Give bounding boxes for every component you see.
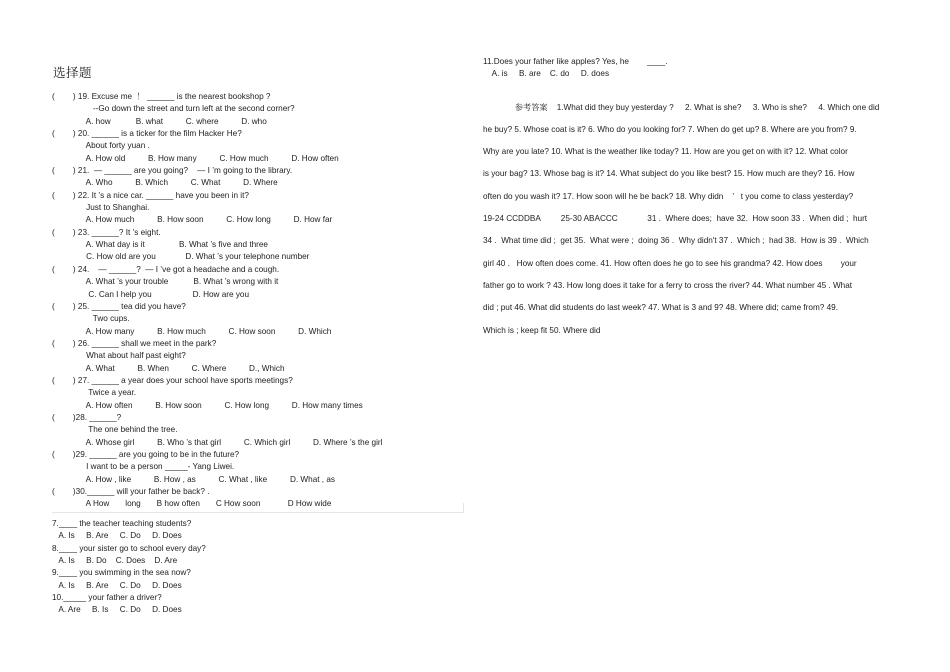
question-line: A How long B how often C How soon D How wide bbox=[52, 499, 332, 509]
question-line: C. Can I help you D. How are you bbox=[52, 289, 250, 299]
answer-line: did ; put 46. What did students do last week? 47. What is 3 and 9? 48. Where did; came from? 49. bbox=[483, 303, 838, 313]
question-line: A. is B. are C. do D. does bbox=[483, 69, 610, 79]
question-line: What about half past eight? bbox=[52, 351, 186, 361]
question-line: Twice a year. bbox=[52, 388, 137, 398]
answer-line: Why are you late? 10. What is the weather like today? 11. How are you get on with it? 12. What color bbox=[483, 147, 848, 157]
question-line: ( ) 27. ______ a year does your school have sports meetings? bbox=[52, 375, 293, 385]
answer-line: is your bag? 13. Whose bag is it? 14. What subject do you like best? 15. How much are they? 16. How bbox=[483, 169, 855, 179]
question-line: Just to Shanghai. bbox=[52, 203, 150, 213]
question-line: ( ) 23. ______? It ’s eight. bbox=[52, 227, 161, 237]
lower-question-list bbox=[52, 518, 462, 617]
answer-line: father go to work ? 43. How long does it take for a ferry to cross the river? 44. What number 45 . What bbox=[483, 280, 853, 290]
answer-line: 参考答案 1.What did they buy yesterday ? 2. What is she? 3. Who is she? 4. Which one did bbox=[483, 102, 880, 112]
question-line: ( )30.______ will your father be back? . bbox=[52, 487, 210, 496]
question-line: ( ) 24. — ______? — I ’ve got a headache and a cough. bbox=[52, 264, 280, 274]
question-line: 8.____ your sister go to school every day? bbox=[52, 543, 206, 553]
question-line: A. How often B. How soon C. How long D. How many times bbox=[52, 400, 363, 410]
question-line: A. How , like B. How , as C. What , like D. What , as bbox=[52, 474, 335, 484]
question-line: A. How many B. How much C. How soon D. Which bbox=[52, 326, 332, 336]
question-line: ( ) 19. Excuse me ！ ______ is the nearest bookshop ? bbox=[52, 92, 271, 101]
divider bbox=[463, 503, 464, 513]
question-line: ( )29. ______ are you going to be in the future? bbox=[52, 449, 240, 459]
question-line: --Go down the street and turn left at the second corner? bbox=[52, 104, 295, 114]
question-line: A. What day is it B. What ’s five and three bbox=[52, 240, 268, 250]
answer-line: he buy? 5. Whose coat is it? 6. Who do you looking for? 7. When do get up? 8. Where are you from? 9. bbox=[483, 124, 857, 134]
question-line: ( )28. ______? bbox=[52, 412, 122, 422]
question-line: 10._____ your father a driver? bbox=[52, 593, 162, 603]
question-line: 11.Does your father like apples? Yes, he ____. bbox=[483, 57, 668, 66]
section-title: 选择题 bbox=[53, 66, 93, 80]
question-line: ( ) 21. — ______ are you going? — I ’m going to the library. bbox=[52, 166, 293, 176]
question-line: The one behind the tree. bbox=[52, 425, 178, 435]
question-line: I want to be a person _____- Yang Liwei. bbox=[52, 462, 235, 472]
question-line: A. How old B. How many C. How much D. How often bbox=[52, 153, 339, 163]
question-line: A. What ’s your trouble B. What ’s wrong with it bbox=[52, 277, 279, 287]
question-line: Two cups. bbox=[52, 314, 130, 324]
question-line: A. How much B. How soon C. How long D. How far bbox=[52, 215, 333, 225]
question-line: 7.____ the teacher teaching students? bbox=[52, 519, 192, 528]
answer-line: 34 . What time did ; get 35. What were ; doing 36 . Why didn't 37 . Which ; had 38. How is 39 . Which bbox=[483, 236, 869, 246]
answer-line: girl 40 . How often does come. 41. How often does he go to see his grandma? 42. How does your bbox=[483, 258, 857, 268]
question-line: A. how B. what C. where D. who bbox=[52, 116, 267, 126]
answer-line: Which is ; keep fit 50. Where did bbox=[483, 325, 601, 335]
question-line: ( ) 26. ______ shall we meet in the park? bbox=[52, 338, 217, 348]
question-line: About forty yuan . bbox=[52, 141, 150, 151]
answer-line: 19-24 CCDDBA 25-30 ABACCC 31 . Where does; have 32. How soon 33 . When did ; hurt bbox=[483, 214, 868, 224]
right-column bbox=[483, 56, 898, 342]
question-line: A. Is B. Do C. Does D. Are bbox=[52, 556, 178, 566]
question-list bbox=[52, 91, 462, 511]
question-line: A. Who B. Which C. What D. Where bbox=[52, 178, 278, 188]
left-column bbox=[52, 60, 462, 511]
question-line: A. Are B. Is C. Do D. Does bbox=[52, 605, 182, 615]
question-line: A. Is B. Are C. Do D. Does bbox=[52, 580, 182, 590]
question-line: A. What B. When C. Where D., Which bbox=[52, 363, 285, 373]
answer-line: often do you wash it? 17. How soon will he be back? 18. Why didn ’ t you come to class yesterday? bbox=[483, 191, 854, 201]
question-line: 9.____ you swimming in the sea now? bbox=[52, 568, 191, 578]
question-line: ( ) 25. ______ tea did you have? bbox=[52, 301, 186, 311]
question-line: A. Whose girl B. Who ’s that girl C. Which girl D. Where ’s the girl bbox=[52, 437, 383, 447]
divider bbox=[52, 512, 464, 513]
question-line: ( ) 22. It ’s a nice car. ______ have you been in it? bbox=[52, 190, 249, 200]
question-line: ( ) 20. ______ is a ticker for the film Hacker He? bbox=[52, 129, 242, 139]
question-line: A. Is B. Are C. Do D. Does bbox=[52, 531, 182, 541]
answer-key bbox=[483, 97, 898, 342]
question-line: C. How old are you D. What ’s your telephone number bbox=[52, 252, 310, 262]
